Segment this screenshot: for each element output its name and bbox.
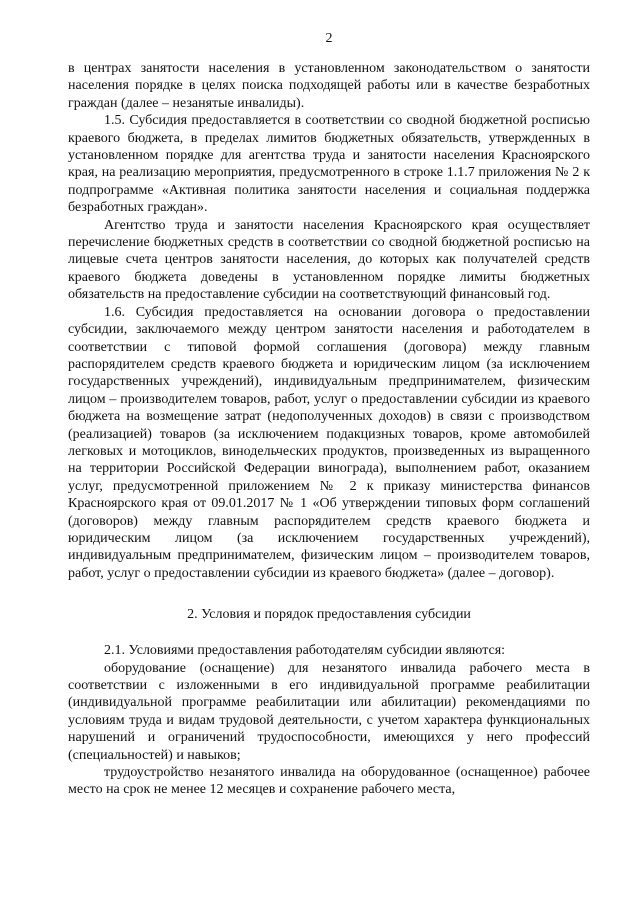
page-number: 2 <box>325 31 333 46</box>
section-heading: 2. Условия и порядок предоставления субсидии <box>187 607 471 623</box>
paragraph-2-1: 2.1. Условиями предоставления работодателям субсидии являются: <box>104 643 506 659</box>
paragraph-1-6: 1.6. Субсидия предоставляется на основании договора о предоставлении субсидии, заключаемого между центром занятости населения и работодателем в соответствии с типовой формой соглашения (договора) между главным распорядителем средств краевого бюджета и юридическим лицом (за исключением государственных учреждений), индивидуальным предпринимателем, физическим лицом – производителем товаров, работ, услуг о предоставлении субсидии из краевого бюджета на возмещение затрат (недополученных доходов) в связи с производством (реализацией) товаров (за исключением подакцизных товаров, кроме автомобилей легковых и мотоциклов, винодельческих продуктов, произведенных из выращенного на территории Российской Федерации винограда), выполнением работ, оказанием услуг, предусмотренной приложением № 2 к приказу министерства финансов Красноярского края от 09.01.2017 № 1 «Об утверждении типовых форм соглашений (договоров) между главным распорядителем средств краевого бюджета и юридическим лицом (за исключением государственных учреждений), индивидуальным предпринимателем, физическим лицом – производителем товаров, работ, услуг о предоставлении субсидии из краевого бюджета» (далее – договор). <box>68 304 590 581</box>
paragraph-equipment: оборудование (оснащение) для незанятого инвалида рабочего места в соответствии с изложенными в его индивидуальной программе реабилитации (индивидуальной программе реабилитации или абилитации) рекомендациями по условиям труда и видам трудовой деятельности, с учетом характера функциональных нарушений и ограничений трудоспособности, имеющихся у него профессий (специальностей) и навыков; <box>68 660 590 763</box>
paragraph-continuation: в центрах занятости населения в установленном законодательством о занятости населения порядке в целях поиска подходящей работы или в качестве безработных граждан (далее – незанятые инвалиды). <box>68 61 590 111</box>
paragraph-employment: трудоустройство незанятого инвалида на оборудованное (оснащенное) рабочее место на срок не менее 12 месяцев и сохранение рабочего места, <box>68 765 590 798</box>
paragraph-1-5: 1.5. Субсидия предоставляется в соответствии со сводной бюджетной росписью краевого бюджета, в пределах лимитов бюджетных обязательств, утвержденных в установленном порядке для агентства труда и занятости населения Красноярского края, на реализацию мероприятия, предусмотренного в строке 1.1.7 приложения № 2 к подпрограмме «Активная политика занятости населения и социальная поддержка безработных граждан». <box>68 113 590 216</box>
paragraph-agency: Агентство труда и занятости населения Красноярского края осуществляет перечисление бюджетных средств в соответствии со сводной бюджетной росписью на лицевые счета центров занятости населения, до которых как получателей средств краевого бюджета доведены в установленном порядке лимиты бюджетных обязательств на предоставление субсидии на соответствующий финансовый год. <box>68 217 590 303</box>
